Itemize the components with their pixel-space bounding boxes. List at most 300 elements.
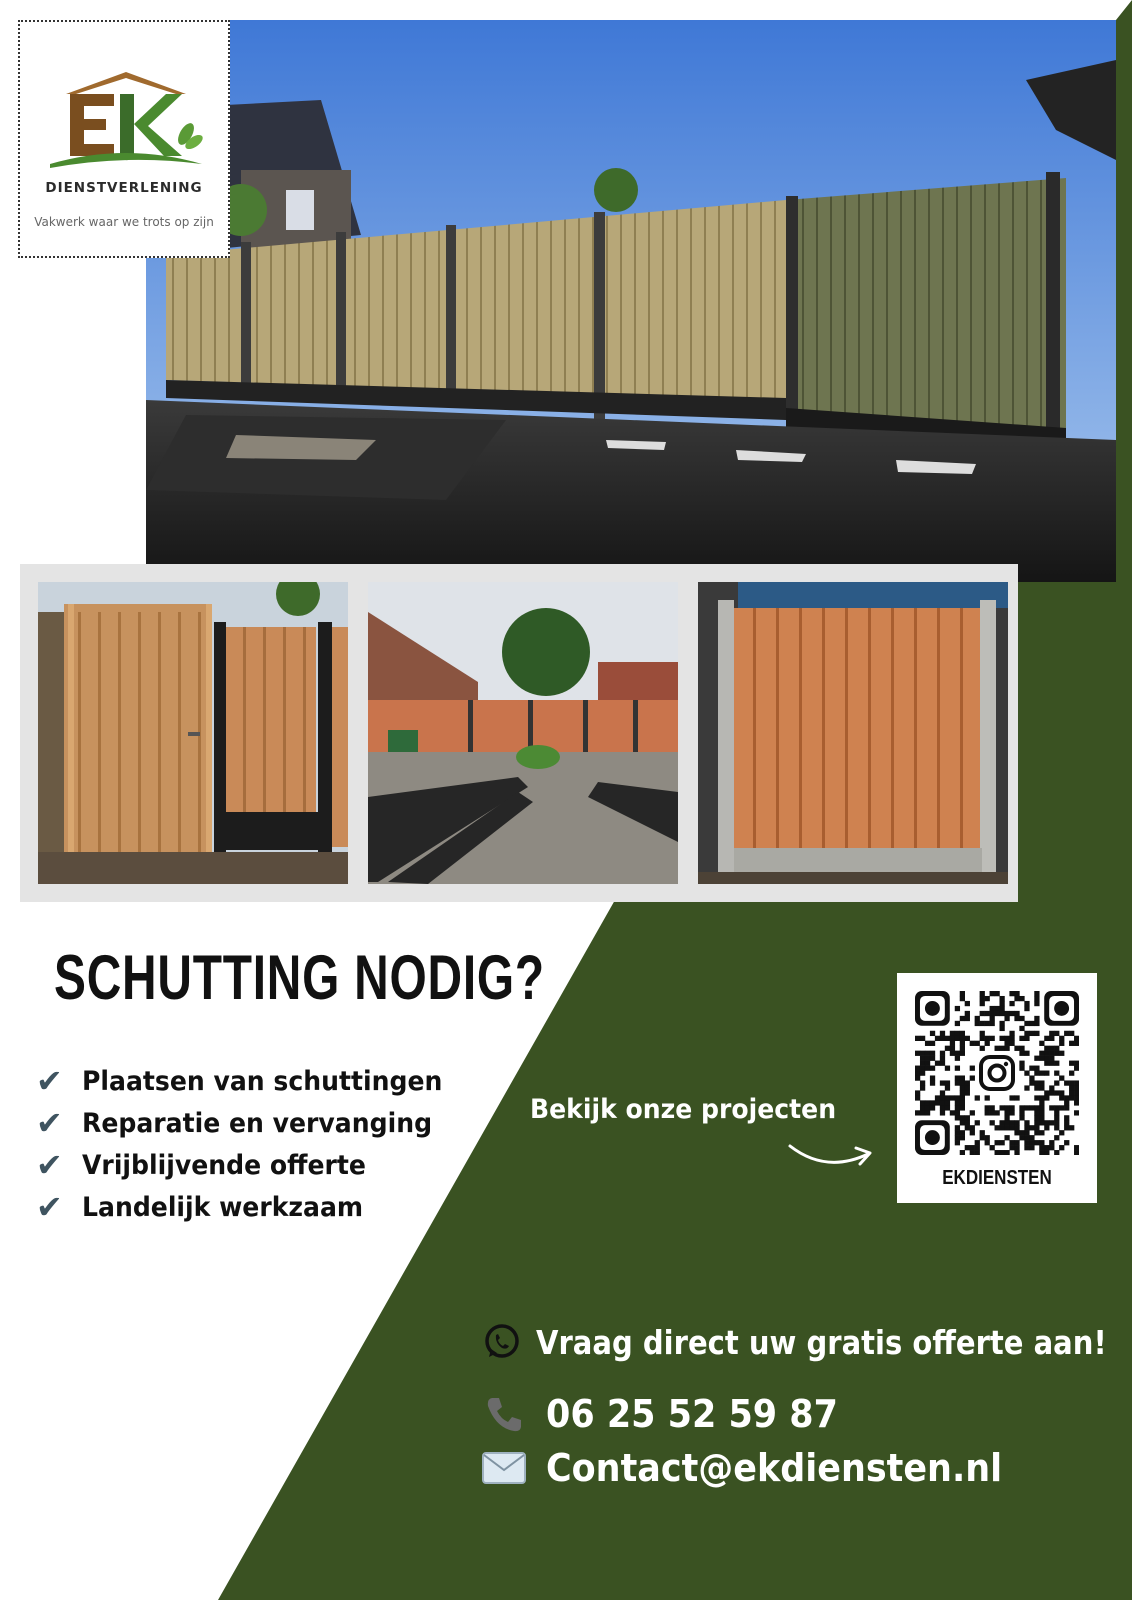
qr-module: [935, 1061, 940, 1066]
qr-module: [1049, 1140, 1054, 1145]
qr-module: [1034, 1095, 1039, 1100]
qr-finder: [1044, 991, 1079, 1026]
qr-module: [945, 1100, 950, 1105]
qr-module: [1029, 1031, 1034, 1036]
qr-module: [1009, 1120, 1014, 1125]
qr-module: [1024, 1145, 1029, 1150]
qr-module: [975, 1095, 980, 1100]
qr-module: [965, 1036, 970, 1041]
qr-module: [965, 1090, 970, 1095]
qr-module: [930, 1031, 935, 1036]
qr-module: [925, 1056, 930, 1061]
qr-module: [990, 1110, 995, 1115]
gallery-photo-panel: [698, 582, 1008, 884]
qr-module: [960, 1085, 965, 1090]
qr-module: [945, 1036, 950, 1041]
qr-module: [1039, 1115, 1044, 1120]
qr-module: [1014, 996, 1019, 1001]
qr-module: [1009, 1011, 1014, 1016]
qr-module: [945, 1095, 950, 1100]
phone-row[interactable]: [482, 1392, 863, 1436]
qr-module: [1069, 1080, 1074, 1085]
qr-module: [1009, 1140, 1014, 1145]
qr-module: [980, 1031, 985, 1036]
qr-module: [1049, 1120, 1054, 1125]
qr-module: [915, 1051, 920, 1056]
qr-module: [1054, 1115, 1059, 1120]
offer-row: [480, 1320, 1132, 1364]
qr-module: [1019, 1135, 1024, 1140]
qr-module: [920, 1105, 925, 1110]
qr-module: [975, 1140, 980, 1145]
qr-module: [960, 1150, 965, 1155]
qr-module: [955, 1066, 960, 1071]
qr-module: [965, 1011, 970, 1016]
qr-module: [980, 1135, 985, 1140]
qr-module: [1049, 1090, 1054, 1095]
qr-module: [1029, 1135, 1034, 1140]
qr-module: [1009, 1001, 1014, 1006]
whatsapp-icon: [480, 1320, 524, 1364]
qr-module: [920, 1085, 925, 1090]
qr-module: [970, 1041, 975, 1046]
qr-module: [1019, 1115, 1024, 1120]
qr-module: [940, 1080, 945, 1085]
qr-module: [1029, 1075, 1034, 1080]
email-row[interactable]: [482, 1446, 1042, 1490]
qr-module: [1024, 1051, 1029, 1056]
qr-module: [965, 1085, 970, 1090]
qr-module: [960, 1115, 965, 1120]
qr-module: [940, 1095, 945, 1100]
qr-module: [1064, 1095, 1069, 1100]
qr-module: [1069, 1095, 1074, 1100]
qr-module: [1034, 1085, 1039, 1090]
qr-module: [980, 991, 985, 996]
qr-module: [1064, 1140, 1069, 1145]
qr-module: [1074, 1036, 1079, 1041]
qr-module: [1069, 1031, 1074, 1036]
check-icon: ✔: [36, 1104, 63, 1142]
qr-module: [950, 1095, 955, 1100]
offer-text: Vraag direct uw gratis offerte aan!: [536, 1322, 1107, 1362]
check-icon: ✔: [36, 1062, 63, 1100]
qr-module: [950, 1041, 955, 1046]
headline: SCHUTTING NODIG?: [54, 943, 545, 1013]
qr-module: [990, 1145, 995, 1150]
qr-module: [1004, 1016, 1009, 1021]
qr-module: [915, 1110, 920, 1115]
qr-module: [1054, 1071, 1059, 1076]
qr-module: [955, 1056, 960, 1061]
qr-module: [1014, 1011, 1019, 1016]
qr-module: [925, 1100, 930, 1105]
logo-mark-icon: [48, 72, 204, 172]
qr-module: [1004, 1105, 1009, 1110]
qr-module: [1004, 1041, 1009, 1046]
qr-module: [1009, 1041, 1014, 1046]
qr-module: [1059, 1075, 1064, 1080]
qr-module: [980, 1021, 985, 1026]
qr-module: [960, 991, 965, 996]
qr-module: [1054, 1080, 1059, 1085]
qr-module: [1059, 1090, 1064, 1095]
logo-card: [18, 20, 230, 258]
qr-module: [990, 1006, 995, 1011]
qr-module: [1014, 1016, 1019, 1021]
qr-module: [1004, 1011, 1009, 1016]
envelope-icon: [482, 1446, 526, 1490]
qr-module: [1054, 1135, 1059, 1140]
qr-module: [1059, 1095, 1064, 1100]
qr-module: [940, 1036, 945, 1041]
qr-module: [1054, 1105, 1059, 1110]
qr-module: [970, 1075, 975, 1080]
qr-module: [1009, 1145, 1014, 1150]
qr-module: [990, 1011, 995, 1016]
qr-module: [1074, 1145, 1079, 1150]
qr-module: [1049, 1085, 1054, 1090]
qr-module: [985, 1041, 990, 1046]
qr-module: [1074, 1061, 1079, 1066]
qr-module: [1074, 1150, 1079, 1155]
qr-module: [1054, 1046, 1059, 1051]
qr-module: [995, 1125, 1000, 1130]
qr-module: [940, 1061, 945, 1066]
qr-module: [955, 1006, 960, 1011]
qr-module: [985, 1105, 990, 1110]
qr-module: [1069, 1061, 1074, 1066]
qr-module: [995, 1140, 1000, 1145]
qr-module: [965, 1120, 970, 1125]
qr-module: [1019, 1036, 1024, 1041]
hero-fence-photo: [146, 20, 1116, 582]
qr-code-card[interactable]: [897, 973, 1097, 1203]
qr-module: [990, 1105, 995, 1110]
qr-module: [1044, 1095, 1049, 1100]
instagram-icon: [977, 1053, 1017, 1093]
qr-module: [1009, 1125, 1014, 1130]
qr-module: [1059, 1051, 1064, 1056]
qr-module: [1024, 1001, 1029, 1006]
qr-module: [1014, 1130, 1019, 1135]
qr-module: [1004, 1115, 1009, 1120]
phone-icon: [482, 1392, 526, 1436]
qr-module: [955, 1140, 960, 1145]
qr-module: [975, 1016, 980, 1021]
qr-module: [950, 1036, 955, 1041]
qr-module: [1024, 1130, 1029, 1135]
qr-module: [1019, 1026, 1024, 1031]
qr-module: [1034, 1130, 1039, 1135]
qr-module: [999, 1120, 1004, 1125]
qr-module: [1074, 1066, 1079, 1071]
qr-module: [1019, 996, 1024, 1001]
qr-module: [1024, 1006, 1029, 1011]
qr-module: [1039, 1110, 1044, 1115]
qr-module: [1029, 1105, 1034, 1110]
qr-module: [960, 1036, 965, 1041]
qr-module: [1004, 1120, 1009, 1125]
qr-module: [1019, 1110, 1024, 1115]
qr-module: [1054, 1051, 1059, 1056]
qr-module: [1029, 1080, 1034, 1085]
qr-module: [1024, 1135, 1029, 1140]
qr-module: [915, 1036, 920, 1041]
qr-module: [955, 1036, 960, 1041]
qr-module: [1024, 1021, 1029, 1026]
qr-module: [1049, 1145, 1054, 1150]
qr-module: [1054, 1110, 1059, 1115]
qr-module: [999, 1046, 1004, 1051]
qr-module: [999, 1150, 1004, 1155]
qr-module: [935, 1100, 940, 1105]
qr-module: [1039, 1056, 1044, 1061]
qr-module: [980, 1046, 985, 1051]
qr-module: [980, 1036, 985, 1041]
qr-module: [960, 1120, 965, 1125]
qr-module: [1034, 1115, 1039, 1120]
qr-module: [995, 1006, 1000, 1011]
qr-module: [940, 1110, 945, 1115]
phone-number[interactable]: 06 25 52 59 87: [546, 1392, 838, 1436]
qr-module: [920, 1100, 925, 1105]
qr-module: [930, 1056, 935, 1061]
qr-module: [1034, 1140, 1039, 1145]
qr-module: [1054, 1090, 1059, 1095]
qr-module: [990, 1016, 995, 1021]
qr-module: [1039, 1041, 1044, 1046]
qr-module: [1039, 1145, 1044, 1150]
qr-module: [930, 1051, 935, 1056]
qr-module: [960, 1031, 965, 1036]
qr-module: [1044, 1125, 1049, 1130]
qr-module: [1064, 1125, 1069, 1130]
qr-module: [955, 1115, 960, 1120]
qr-module: [960, 1105, 965, 1110]
qr-module: [970, 1125, 975, 1130]
qr-finder: [915, 1120, 950, 1155]
qr-module: [945, 1066, 950, 1071]
feature-item: [36, 1060, 470, 1102]
qr-module: [1034, 1001, 1039, 1006]
qr-module: [1039, 1105, 1044, 1110]
qr-module: [1014, 1145, 1019, 1150]
qr-module: [1054, 1125, 1059, 1130]
qr-module: [1059, 1145, 1064, 1150]
qr-module: [980, 1130, 985, 1135]
qr-module: [1034, 1110, 1039, 1115]
qr-module: [955, 1051, 960, 1056]
qr-module: [930, 1105, 935, 1110]
qr-module: [999, 1001, 1004, 1006]
qr-module: [1049, 1105, 1054, 1110]
qr-module: [965, 1145, 970, 1150]
qr-module: [1039, 1080, 1044, 1085]
qr-module: [1024, 1120, 1029, 1125]
qr-module: [1004, 1046, 1009, 1051]
qr-module: [1024, 1140, 1029, 1145]
qr-module: [1004, 1036, 1009, 1041]
qr-module: [960, 1016, 965, 1021]
qr-module: [945, 1080, 950, 1085]
qr-module: [1034, 1066, 1039, 1071]
qr-module: [925, 1066, 930, 1071]
qr-module: [995, 991, 1000, 996]
qr-module: [1034, 1080, 1039, 1085]
qr-module: [1044, 1090, 1049, 1095]
qr-module: [930, 1041, 935, 1046]
qr-module: [1054, 1150, 1059, 1155]
qr-module: [1044, 1036, 1049, 1041]
qr-module: [920, 1080, 925, 1085]
qr-module: [1074, 1080, 1079, 1085]
qr-label: EKDIENSTEN: [942, 1167, 1052, 1189]
qr-module: [999, 996, 1004, 1001]
qr-module: [940, 1056, 945, 1061]
qr-module: [980, 1001, 985, 1006]
qr-module: [1019, 1130, 1024, 1135]
qr-module: [935, 1095, 940, 1100]
qr-module: [1034, 1125, 1039, 1130]
qr-module: [1019, 1051, 1024, 1056]
qr-module: [985, 996, 990, 1001]
qr-module: [1034, 1016, 1039, 1021]
qr-module: [1074, 1090, 1079, 1095]
qr-module: [1059, 1041, 1064, 1046]
qr-module: [1064, 1031, 1069, 1036]
qr-module: [1064, 1100, 1069, 1105]
qr-code[interactable]: [915, 991, 1079, 1155]
qr-module: [960, 1135, 965, 1140]
qr-module: [960, 1095, 965, 1100]
qr-module: [925, 1041, 930, 1046]
qr-module: [1044, 1120, 1049, 1125]
qr-module: [1014, 1150, 1019, 1155]
qr-module: [1074, 1085, 1079, 1090]
qr-module: [955, 1125, 960, 1130]
qr-module: [999, 1021, 1004, 1026]
qr-module: [1024, 1125, 1029, 1130]
qr-module: [930, 1066, 935, 1071]
qr-module: [960, 1090, 965, 1095]
qr-module: [985, 1021, 990, 1026]
qr-module: [1044, 1150, 1049, 1155]
qr-module: [1019, 1061, 1024, 1066]
qr-module: [955, 1130, 960, 1135]
qr-module: [1074, 1095, 1079, 1100]
qr-module: [999, 1140, 1004, 1145]
qr-module: [940, 1090, 945, 1095]
qr-module: [960, 1041, 965, 1046]
logo-wordmark: DIENSTVERLENING: [45, 180, 203, 196]
logo-tagline: Vakwerk waar we trots op zijn: [34, 215, 214, 229]
qr-module: [995, 1046, 1000, 1051]
qr-module: [1024, 1105, 1029, 1110]
qr-module: [1024, 1036, 1029, 1041]
qr-module: [930, 1100, 935, 1105]
qr-module: [1039, 1100, 1044, 1105]
qr-module: [1014, 991, 1019, 996]
qr-module: [1019, 1016, 1024, 1021]
qr-module: [1074, 1100, 1079, 1105]
qr-module: [980, 996, 985, 1001]
qr-module: [965, 1016, 970, 1021]
qr-module: [935, 1036, 940, 1041]
qr-module: [1044, 1056, 1049, 1061]
qr-module: [965, 1125, 970, 1130]
qr-module: [1074, 1041, 1079, 1046]
qr-module: [1004, 1135, 1009, 1140]
qr-module: [965, 1115, 970, 1120]
qr-module: [920, 1061, 925, 1066]
feature-text: Plaatsen van schuttingen: [82, 1065, 443, 1097]
qr-module: [1029, 1021, 1034, 1026]
qr-module: [1069, 1041, 1074, 1046]
feature-item: [36, 1144, 470, 1186]
qr-module: [975, 1021, 980, 1026]
qr-module: [970, 1150, 975, 1155]
qr-module: [960, 1100, 965, 1105]
qr-module: [960, 1075, 965, 1080]
qr-module: [1009, 1031, 1014, 1036]
qr-module: [1019, 1046, 1024, 1051]
qr-module: [1039, 1051, 1044, 1056]
qr-module: [940, 1105, 945, 1110]
qr-module: [999, 1006, 1004, 1011]
qr-module: [1069, 1090, 1074, 1095]
qr-module: [985, 1095, 990, 1100]
qr-module: [1014, 1140, 1019, 1145]
feature-text: Reparatie en vervanging: [82, 1107, 433, 1139]
check-icon: ✔: [36, 1146, 63, 1184]
email-address[interactable]: Contact@ekdiensten.nl: [546, 1446, 1003, 1490]
qr-module: [985, 1110, 990, 1115]
qr-module: [1024, 1071, 1029, 1076]
qr-module: [990, 1120, 995, 1125]
qr-module: [999, 1036, 1004, 1041]
qr-module: [945, 1105, 950, 1110]
qr-module: [1029, 1145, 1034, 1150]
qr-module: [1039, 1150, 1044, 1155]
qr-module: [1009, 1095, 1014, 1100]
qr-module: [940, 1051, 945, 1056]
qr-module: [985, 1140, 990, 1145]
qr-module: [950, 1031, 955, 1036]
curved-arrow-icon: [786, 1140, 876, 1174]
qr-module: [925, 1061, 930, 1066]
qr-module: [1009, 991, 1014, 996]
qr-module: [920, 1036, 925, 1041]
qr-module: [1029, 1066, 1034, 1071]
gallery-photo-garden: [368, 582, 678, 884]
qr-module: [995, 1150, 1000, 1155]
qr-module: [1049, 1046, 1054, 1051]
qr-module: [999, 1125, 1004, 1130]
qr-module: [1064, 1080, 1069, 1085]
qr-module: [970, 1110, 975, 1115]
qr-module: [950, 1051, 955, 1056]
qr-module: [1049, 1061, 1054, 1066]
qr-module: [930, 1080, 935, 1085]
qr-module: [995, 1011, 1000, 1016]
qr-module: [1064, 1105, 1069, 1110]
qr-module: [1044, 1071, 1049, 1076]
qr-module: [915, 1090, 920, 1095]
qr-module: [925, 1110, 930, 1115]
qr-module: [1024, 1085, 1029, 1090]
qr-module: [950, 1046, 955, 1051]
